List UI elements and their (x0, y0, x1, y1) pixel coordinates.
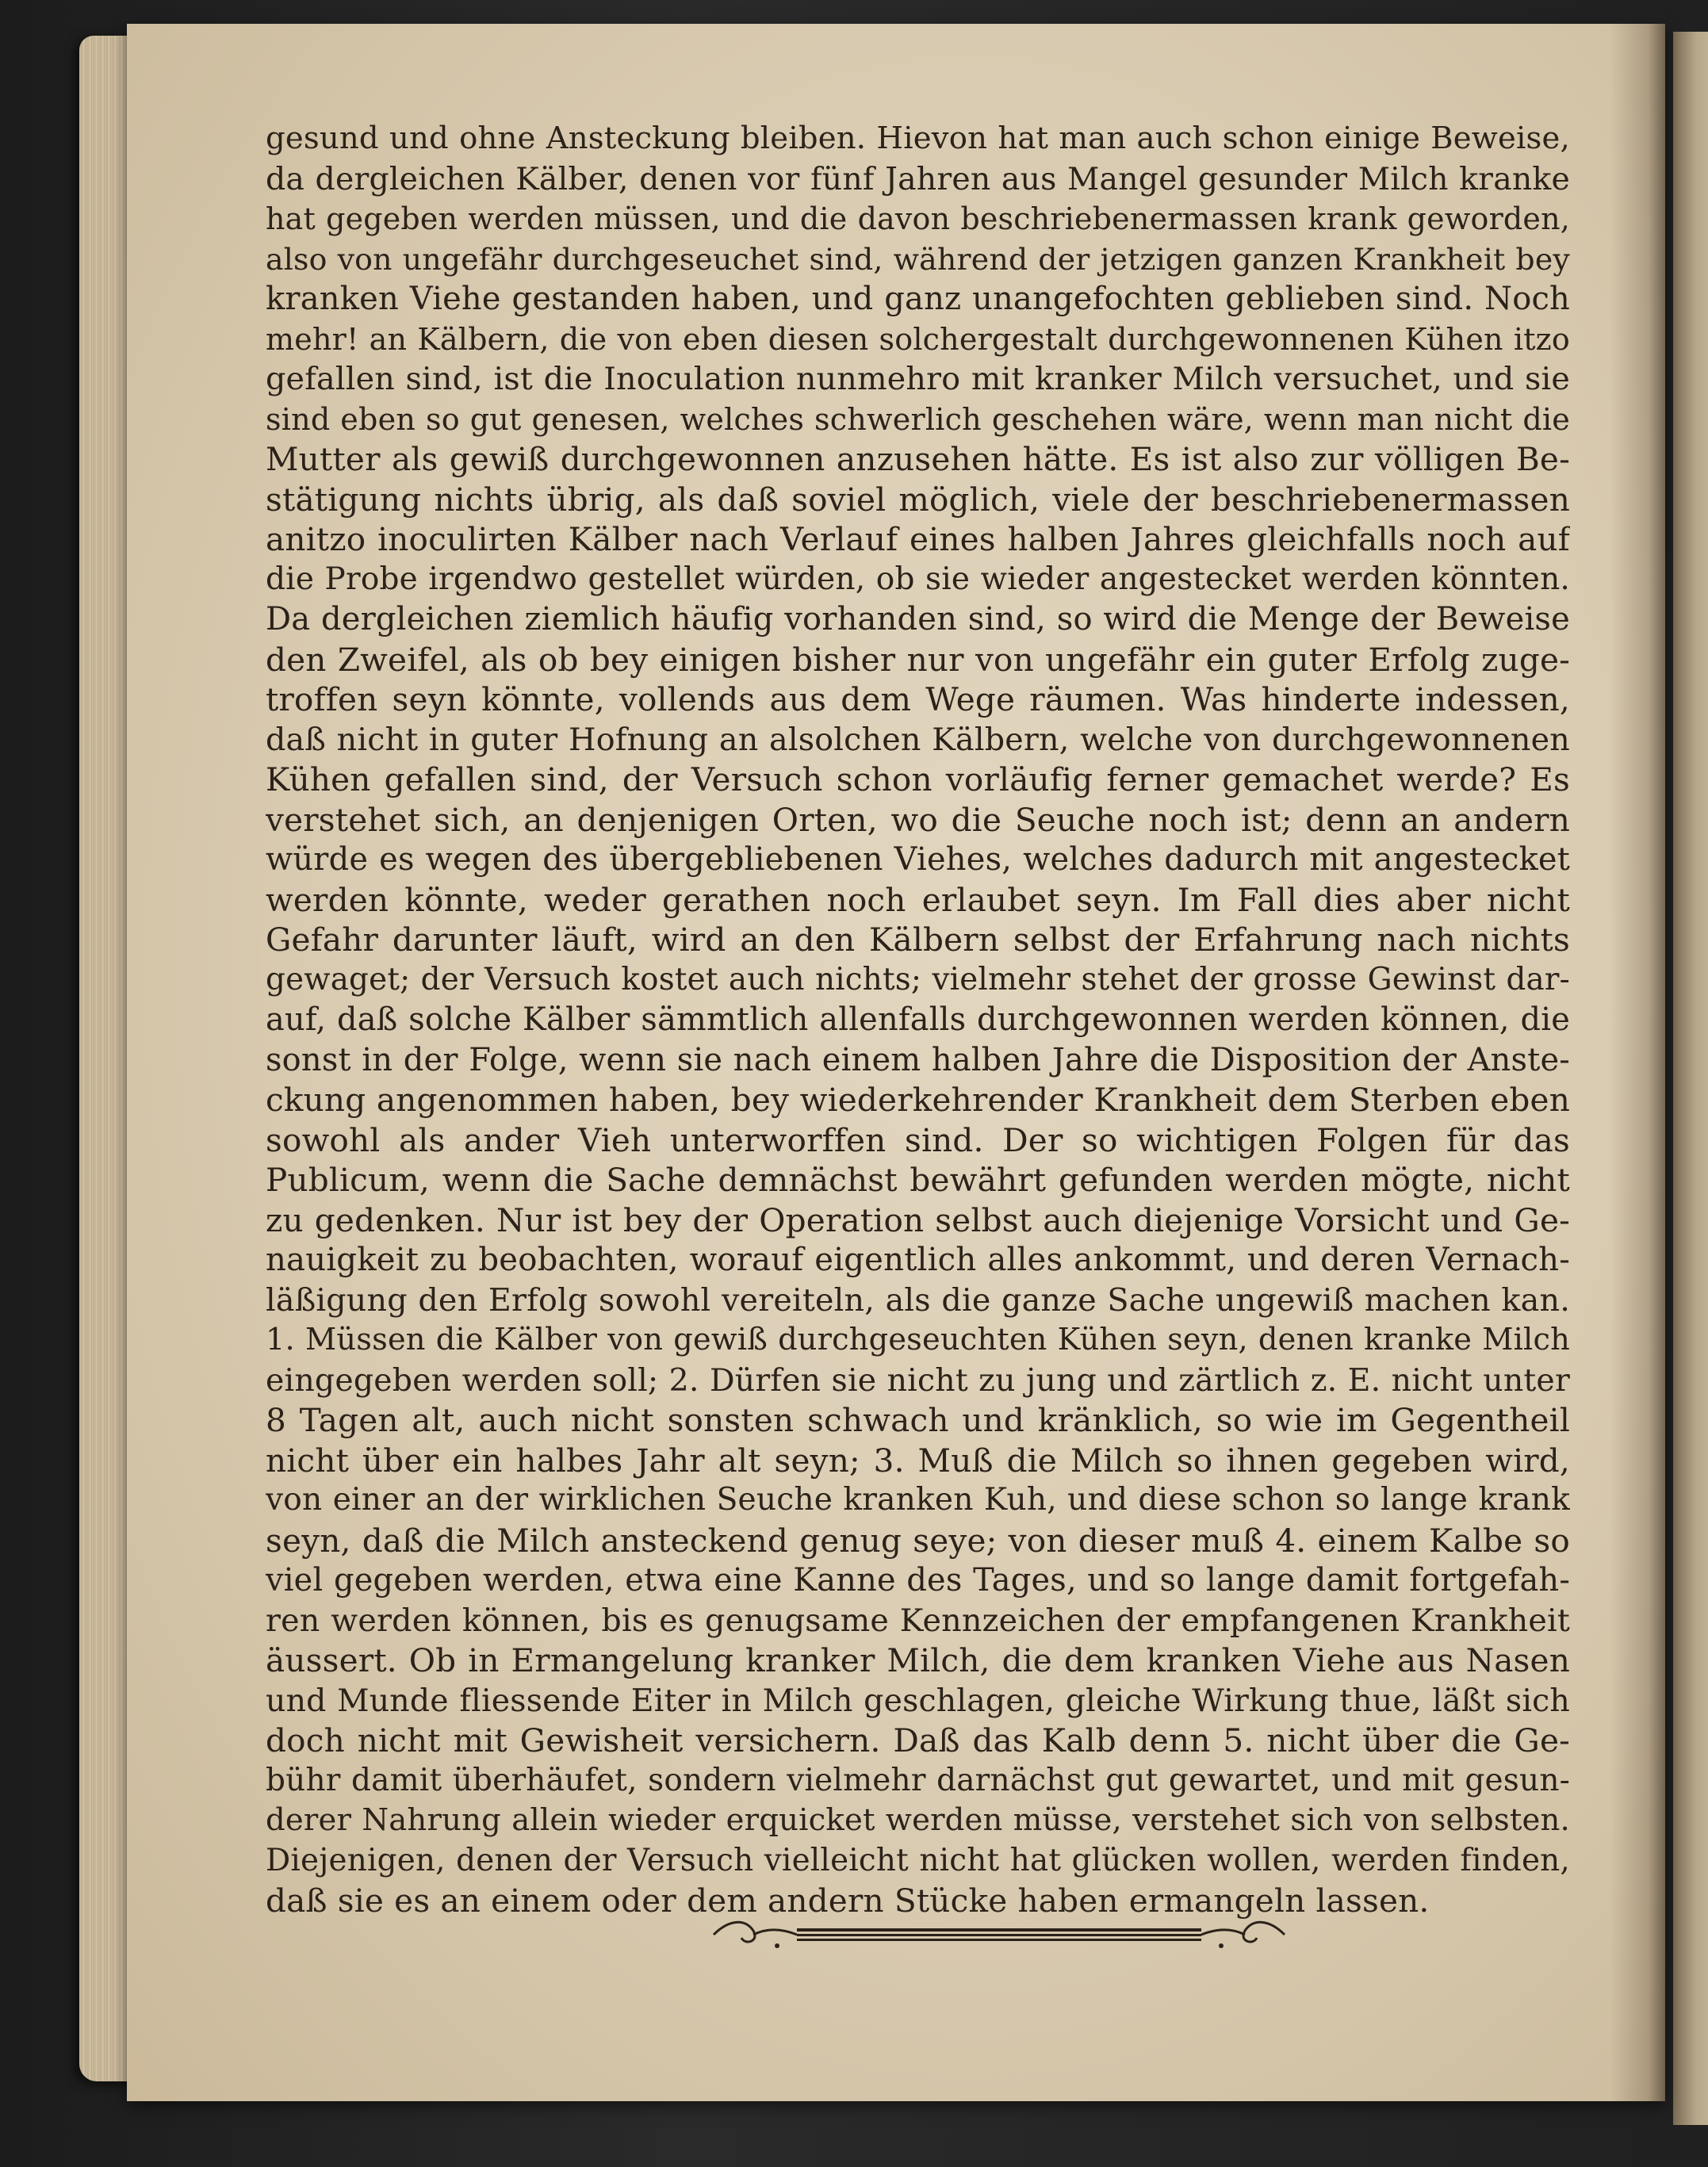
text-line: daß nicht in guter Hofnung an alsolchen Kälbern, welche von durchgewonnenen (266, 721, 1570, 758)
text-line: da dergleichen Kälber, denen vor fünf Jahren aus Mangel gesunder Milch kranke (266, 160, 1570, 197)
decorative-rule (698, 1911, 1300, 1958)
text-line: Publicum, wenn die Sache demnächst bewährt gefunden werden mögte, nicht (266, 1161, 1570, 1199)
text-line: gesund und ohne Ansteckung bleiben. Hievon hat man auch schon einige Beweise, (266, 121, 1570, 156)
gutter-shadow (1610, 24, 1665, 2101)
text-line: nicht über ein halbes Jahr alt seyn; 3. Muß die Milch so ihnen gegeben wird, (266, 1441, 1570, 1480)
text-line: sonst in der Folge, wenn sie nach einem halben Jahre die Disposition der Anste- (266, 1041, 1570, 1078)
text-line: läßigung den Erfolg sowohl vereiteln, als die ganze Sache ungewiß machen kan. (266, 1281, 1570, 1319)
text-line: Diejenigen, denen der Versuch vielleicht nicht hat glücken wollen, werden finden, (266, 1842, 1570, 1878)
text-line: Kühen gefallen sind, der Versuch schon vorläufig ferner gemachet werde? Es (266, 760, 1570, 798)
text-line: ckung angenommen haben, bey wiederkehrender Krankheit dem Sterben eben (266, 1081, 1570, 1119)
text-line: auf, daß solche Kälber sämmtlich allenfalls durchgewonnen werden können, die (266, 1001, 1570, 1038)
text-line: hat gegeben werden müssen, und die davon beschriebenermassen krank geworden, (266, 201, 1570, 236)
text-line: mehr! an Kälbern, die von eben diesen solchergestalt durchgewonnenen Kühen itzo (266, 321, 1570, 357)
body-text (266, 119, 1570, 1921)
text-line: äussert. Ob in Ermangelung kranker Milch, die dem kranken Viehe aus Nasen (266, 1641, 1570, 1679)
text-line: Da dergleichen ziemlich häufig vorhanden sind, so wird die Menge der Beweise (266, 601, 1570, 637)
text-line: verstehet sich, an denjenigen Orten, wo die Seuche noch ist; denn an andern (266, 800, 1570, 839)
text-line: bühr damit überhäufet, sondern vielmehr darnächst gut gewartet, und mit gesun- (266, 1762, 1570, 1798)
text-line: den Zweifel, als ob bey einigen bisher nur von ungefähr ein guter Erfolg zuge- (266, 640, 1570, 679)
text-line: sind eben so gut genesen, welches schwerlich geschehen wäre, wenn man nicht die (266, 401, 1570, 437)
text-line: Mutter als gewiß durchgewonnen anzusehen hätte. Es ist also zur völligen Be- (266, 440, 1570, 478)
text-line: nauigkeit zu beobachten, worauf eigentlich alles ankommt, und deren Vernach- (266, 1242, 1570, 1278)
text-line: seyn, daß die Milch ansteckend genug seye; von dieser muß 4. einem Kalbe so (266, 1521, 1570, 1560)
text-line: Gefahr darunter läuft, wird an den Kälbern selbst der Erfahrung nach nichts (266, 921, 1570, 959)
text-line: sowohl als ander Vieh unterworffen sind. Der so wichtigen Folgen für das (266, 1120, 1570, 1159)
text-line: doch nicht mit Gewisheit versichern. Daß das Kalb denn 5. nicht über die Ge- (266, 1721, 1570, 1759)
text-line: daß sie es an einem oder dem andern Stücke haben ermangeln lassen. (266, 1882, 1430, 1920)
facing-page-edge (1673, 32, 1708, 2125)
text-line: viel gegeben werden, etwa eine Kanne des Tages, und so lange damit fortgefah- (266, 1562, 1570, 1598)
text-line: stätigung nichts übrig, als daß soviel möglich, viele der beschriebenermassen (266, 480, 1570, 519)
text-line: derer Nahrung allein wieder erquicket werden müsse, verstehet sich von selbsten. (266, 1802, 1570, 1838)
text-line: ren werden können, bis es genugsame Kennzeichen der empfangenen Krankheit (266, 1602, 1570, 1639)
text-line: kranken Viehe gestanden haben, und ganz unangefochten geblieben sind. Noch (266, 281, 1570, 317)
text-line: gefallen sind, ist die Inoculation nunmehro mit kranker Milch versuchet, und sie (266, 361, 1570, 397)
text-line: gewaget; der Versuch kostet auch nichts; vielmehr stehet der grosse Gewinst dar- (266, 961, 1570, 997)
text-line: würde es wegen des übergebliebenen Viehes, welches dadurch mit angestecket (266, 841, 1570, 878)
text-line: von einer an der wirklichen Seuche kranken Kuh, und diese schon so lange krank (266, 1482, 1570, 1518)
text-line: eingegeben werden soll; 2. Dürfen sie nicht zu jung und zärtlich z. E. nicht unter (266, 1361, 1570, 1399)
text-line: und Munde fliessende Eiter in Milch geschlagen, gleiche Wirkung thue, läßt sich (266, 1682, 1570, 1719)
text-line: zu gedenken. Nur ist bey der Operation selbst auch diejenige Vorsicht und Ge- (266, 1200, 1570, 1239)
text-line: also von ungefähr durchgeseuchet sind, während der jetzigen ganzen Krankheit bey (266, 241, 1570, 277)
text-line: anitzo inoculirten Kälber nach Verlauf eines halben Jahres gleichfalls noch auf (266, 520, 1570, 558)
text-line: werden könnte, weder gerathen noch erlaubet seyn. Im Fall dies aber nicht (266, 880, 1570, 919)
text-line: die Probe irgendwo gestellet würden, ob sie wieder angestecket werden könnten. (266, 561, 1570, 597)
text-line: 1. Müssen die Kälber von gewiß durchgeseuchten Kühen seyn, denen kranke Milch (266, 1322, 1570, 1357)
text-line: 8 Tagen alt, auch nicht sonsten schwach und kränklich, so wie im Gegentheil (266, 1401, 1570, 1439)
text-line: troffen seyn könnte, vollends aus dem Wege räumen. Was hinderte indessen, (266, 680, 1570, 718)
